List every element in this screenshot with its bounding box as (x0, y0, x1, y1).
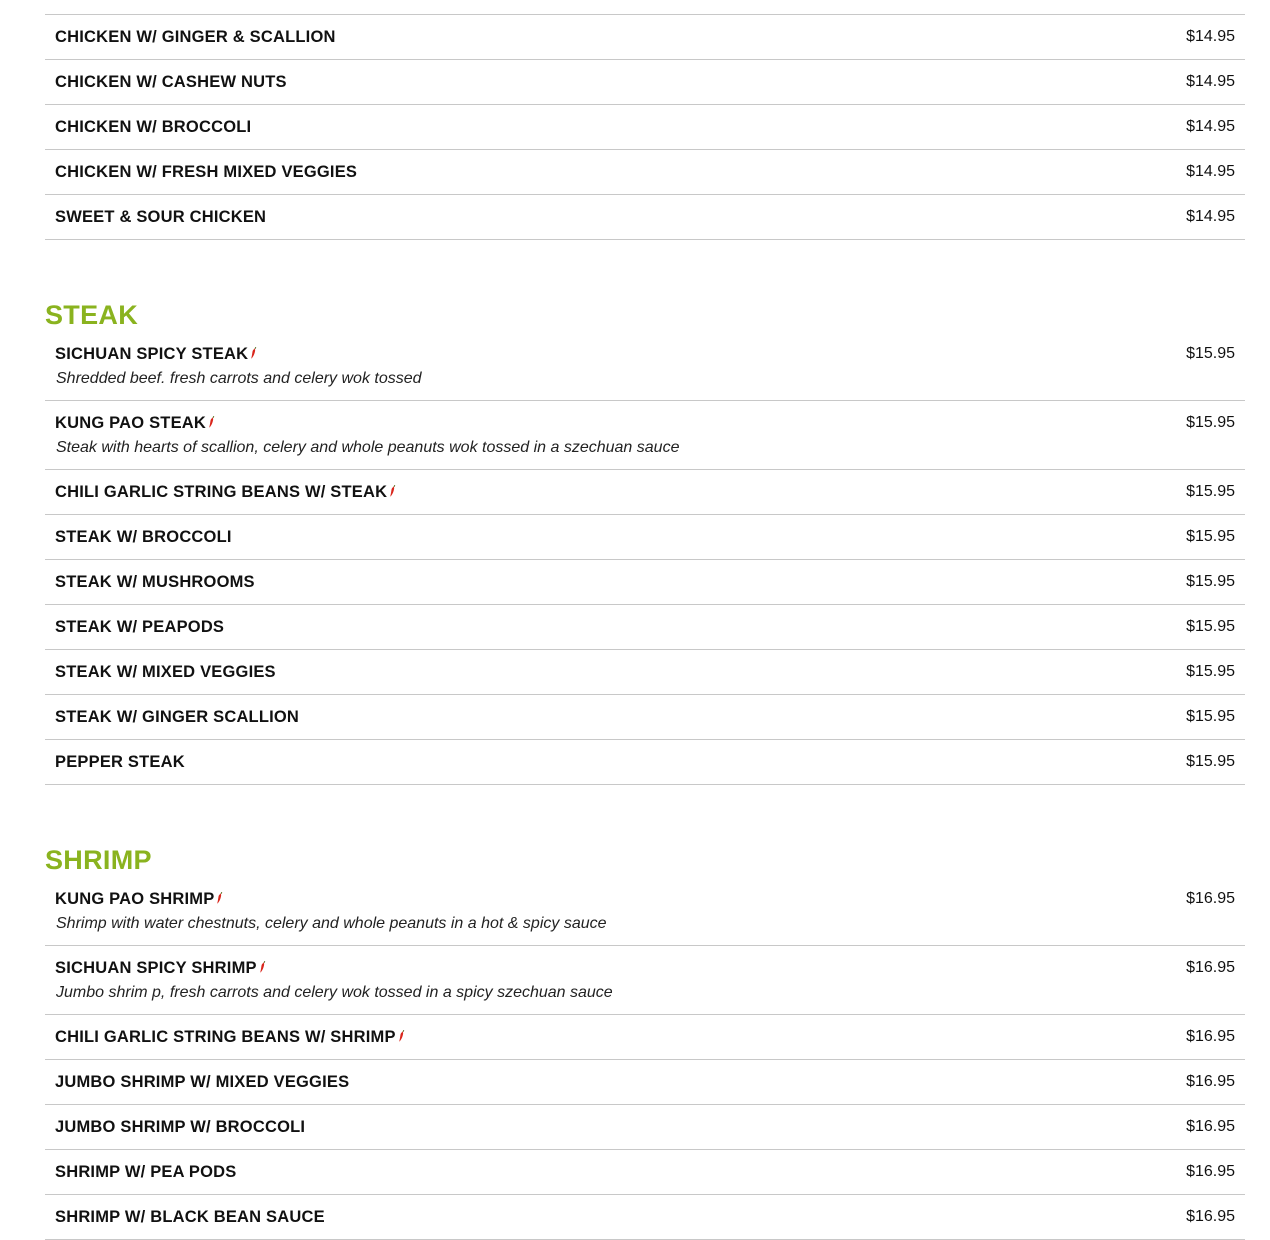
chili-pepper-icon (217, 892, 223, 904)
item-name: KUNG PAO STEAK (55, 414, 207, 432)
item-name: CHILI GARLIC STRING BEANS W/ STEAK (55, 483, 388, 501)
menu-item (45, 695, 1245, 740)
item-name: CHILI GARLIC STRING BEANS W/ SHRIMP (55, 1028, 396, 1046)
item-price: $15.95 (1186, 708, 1235, 725)
item-name-wrap (55, 27, 336, 47)
chili-pepper-icon (251, 347, 257, 359)
chili-pepper-icon (399, 1030, 405, 1042)
item-price: $15.95 (1186, 345, 1235, 362)
item-price: $16.95 (1186, 1073, 1235, 1090)
menu-item (45, 946, 1245, 1015)
item-price: $14.95 (1186, 163, 1235, 180)
menu-item (45, 0, 1245, 15)
menu-item (45, 1195, 1245, 1240)
menu-item (45, 401, 1245, 470)
item-description: Steak with hearts of scallion, celery and whole peanuts wok tossed in a szechuan sauce (56, 439, 680, 456)
item-name: STEAK W/ PEAPODS (55, 618, 225, 636)
menu-section (45, 0, 1245, 240)
item-name: SHRIMP W/ BLACK BEAN SAUCE (55, 1208, 325, 1226)
menu-item (45, 1060, 1245, 1105)
item-name-wrap (55, 752, 185, 772)
menu-item (45, 560, 1245, 605)
menu-item (45, 877, 1245, 946)
item-name-wrap (55, 889, 223, 909)
item-price: $14.95 (1186, 208, 1235, 225)
item-name-wrap (55, 617, 224, 637)
item-price: $15.95 (1186, 528, 1235, 545)
item-name: PEPPER STEAK (55, 753, 185, 771)
item-name-wrap (55, 958, 266, 978)
item-description: Jumbo shrim p, fresh carrots and celery wok tossed in a spicy szechuan sauce (56, 984, 613, 1001)
section-spacer (45, 240, 1245, 287)
item-name: SWEET & SOUR CHICKEN (55, 208, 267, 226)
chili-pepper-icon (209, 416, 215, 428)
item-price: $16.95 (1186, 1028, 1235, 1045)
section-title: SHRIMP (45, 845, 152, 875)
item-name: JUMBO SHRIMP W/ BROCCOLI (55, 1118, 306, 1136)
item-price: $16.95 (1186, 1208, 1235, 1225)
menu (45, 0, 1245, 1240)
item-name-wrap (55, 707, 299, 727)
item-name-wrap (55, 1072, 349, 1092)
item-price: $14.95 (1186, 28, 1235, 45)
item-name-wrap (55, 1027, 405, 1047)
item-name-wrap (55, 117, 251, 137)
item-name: SHRIMP W/ PEA PODS (55, 1163, 237, 1181)
item-price: $16.95 (1186, 1163, 1235, 1180)
item-name: CHICKEN W/ BROCCOLI (55, 118, 252, 136)
menu-item (45, 15, 1245, 60)
chili-pepper-icon (390, 485, 396, 497)
item-name-wrap (55, 662, 276, 682)
menu-section (45, 240, 1245, 785)
item-name-wrap (55, 207, 266, 227)
item-name: SICHUAN SPICY SHRIMP (55, 959, 257, 977)
item-name: STEAK W/ MUSHROOMS (55, 573, 255, 591)
item-name-wrap (55, 1162, 236, 1182)
item-price: $15.95 (1186, 663, 1235, 680)
item-description: Shredded beef. fresh carrots and celery wok tossed (56, 370, 422, 387)
item-name-wrap (55, 482, 396, 502)
item-name: CHICKEN W/ GINGER & SCALLION (55, 28, 336, 46)
item-description: Shrimp with water chestnuts, celery and whole peanuts in a hot & spicy sauce (56, 915, 607, 932)
item-name-wrap (55, 413, 215, 433)
chili-pepper-icon (260, 961, 266, 973)
item-name-wrap (55, 72, 287, 92)
item-name: SICHUAN SPICY STEAK (55, 345, 249, 363)
menu-item (45, 1015, 1245, 1060)
item-name-wrap (55, 1207, 325, 1227)
menu-item (45, 60, 1245, 105)
menu-item (45, 470, 1245, 515)
item-price: $16.95 (1186, 1118, 1235, 1135)
item-price: $15.95 (1186, 753, 1235, 770)
menu-item (45, 650, 1245, 695)
item-name-wrap (55, 1117, 305, 1137)
item-name: STEAK W/ BROCCOLI (55, 528, 232, 546)
item-price: $16.95 (1186, 890, 1235, 907)
menu-item (45, 1150, 1245, 1195)
item-name-wrap (55, 162, 357, 182)
section-title: STEAK (45, 300, 139, 330)
menu-item (45, 740, 1245, 785)
menu-item (45, 195, 1245, 240)
menu-item (45, 605, 1245, 650)
menu-item (45, 1105, 1245, 1150)
menu-item (45, 105, 1245, 150)
item-name: STEAK W/ GINGER SCALLION (55, 708, 300, 726)
item-name: CHICKEN W/ FRESH MIXED VEGGIES (55, 163, 358, 181)
item-price: $14.95 (1186, 118, 1235, 135)
item-name: STEAK W/ MIXED VEGGIES (55, 663, 276, 681)
item-price: $15.95 (1186, 414, 1235, 431)
item-price: $14.95 (1186, 73, 1235, 90)
item-price: $15.95 (1186, 618, 1235, 635)
menu-section (45, 785, 1245, 1240)
item-price: $16.95 (1186, 959, 1235, 976)
item-name: JUMBO SHRIMP W/ MIXED VEGGIES (55, 1073, 350, 1091)
menu-item (45, 332, 1245, 401)
item-price: $15.95 (1186, 573, 1235, 590)
item-name: CHICKEN W/ CASHEW NUTS (55, 73, 287, 91)
menu-item (45, 515, 1245, 560)
item-name-wrap (55, 344, 257, 364)
item-price: $15.95 (1186, 483, 1235, 500)
item-name: KUNG PAO SHRIMP (55, 890, 215, 908)
item-name-wrap (55, 572, 255, 592)
menu-item (45, 150, 1245, 195)
item-name-wrap (55, 527, 232, 547)
section-spacer (45, 785, 1245, 832)
